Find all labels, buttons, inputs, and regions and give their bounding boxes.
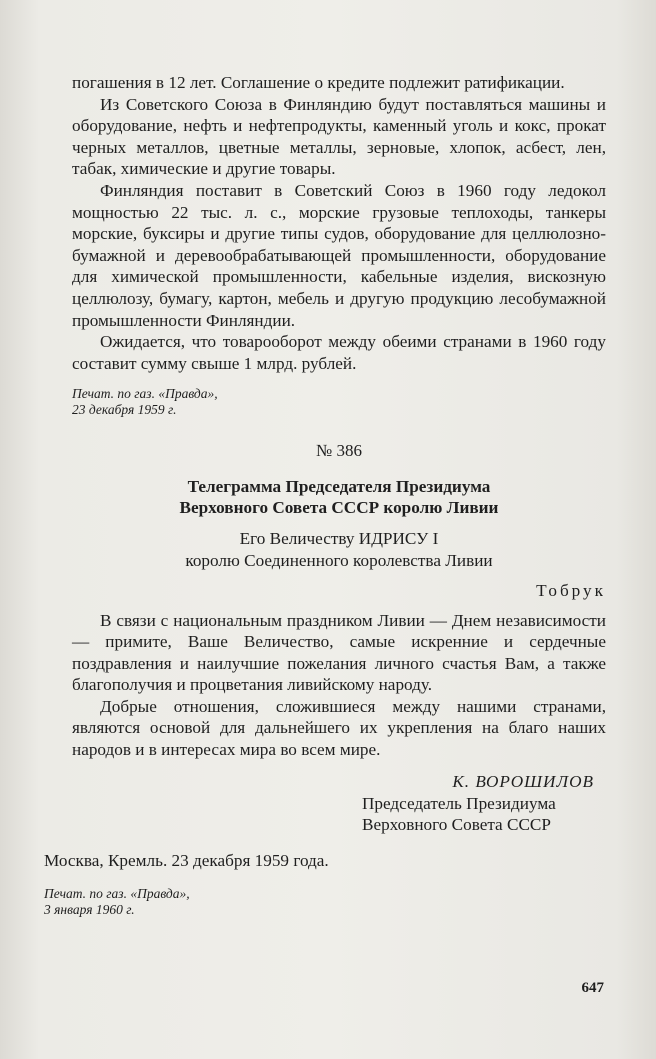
source-citation-1-line2: 23 декабря 1959 г. (72, 402, 177, 418)
source-citation-2-line2: 3 января 1960 г. (44, 901, 135, 917)
paragraph-credit: погашения в 12 лет. Соглашение о кредите подлежит ратификации. (72, 73, 565, 92)
paragraph-relations: Добрые отношения, сложившиеся между нашими странами, являются основой для дальнейшего их укрепления на благо наших народов и в интересах мира во всем мире. (72, 696, 606, 760)
document-title-line1: Телеграмма Председателя Президиума (187, 477, 491, 497)
paragraph-congratulations: В связи с национальным праздником Ливии — Днем независимости — примите, Ваше Величество, самые искренние и сердечные поздравления и наилучшие пожелания личного счастья Вам, а также благополучия и процветания ливийскому народу. (72, 610, 606, 695)
addressee-line1: Его Величеству ИДРИСУ I (239, 529, 439, 549)
source-citation-1 (72, 386, 606, 418)
signature-title-line2: Верховного Совета СССР (362, 815, 551, 835)
addressee-line2: королю Соединенного королевства Ливии (185, 550, 493, 570)
document-title-line2: Верховного Совета СССР королю Ливии (179, 498, 499, 518)
paragraph-soviet-exports: Из Советского Союза в Финляндию будут поставляться машины и оборудование, нефть и нефтепродукты, каменный уголь и кокс, прокат черных металлов, цветные металлы, зерновые, хлопок, асбест, лен, табак, химические и другие товары. (72, 94, 606, 179)
signature-name: К. ВОРОШИЛОВ (452, 771, 594, 791)
addressee (72, 528, 606, 571)
document-title (72, 476, 606, 518)
signature-title (362, 793, 606, 836)
paragraph-trade-turnover: Ожидается, что товарооборот между обеими странами в 1960 году составит сумму свыше 1 млрд. рублей. (72, 332, 606, 373)
source-citation-2 (44, 886, 606, 918)
source-citation-1-line1: Печат. по газ. «Правда», (72, 386, 218, 402)
place-name: Тобрук (536, 580, 606, 600)
telegram-body (72, 610, 606, 761)
document-number: № 386 (316, 441, 362, 461)
text-column (44, 72, 606, 918)
paragraph-finnish-exports: Финляндия поставит в Советский Союз в 1960 году ледокол мощностью 22 тыс. л. с., морские грузовые теплоходы, танкеры морские, буксиры и другие типы судов, оборудование для целлюлозно-бумажной и деревообрабатывающей промышленности, оборудование для химической промышленности, кабельные изделия, вискозную целлюлозу, бумагу, картон, мебель и другую продукцию лесобумажной промышленности Финляндии. (72, 180, 606, 330)
page-number: 647 (581, 980, 604, 996)
date-line: Москва, Кремль. 23 декабря 1959 года. (44, 850, 329, 870)
signature-title-line1: Председатель Президиума (362, 793, 556, 813)
source-citation-2-line1: Печат. по газ. «Правда», (44, 885, 190, 901)
